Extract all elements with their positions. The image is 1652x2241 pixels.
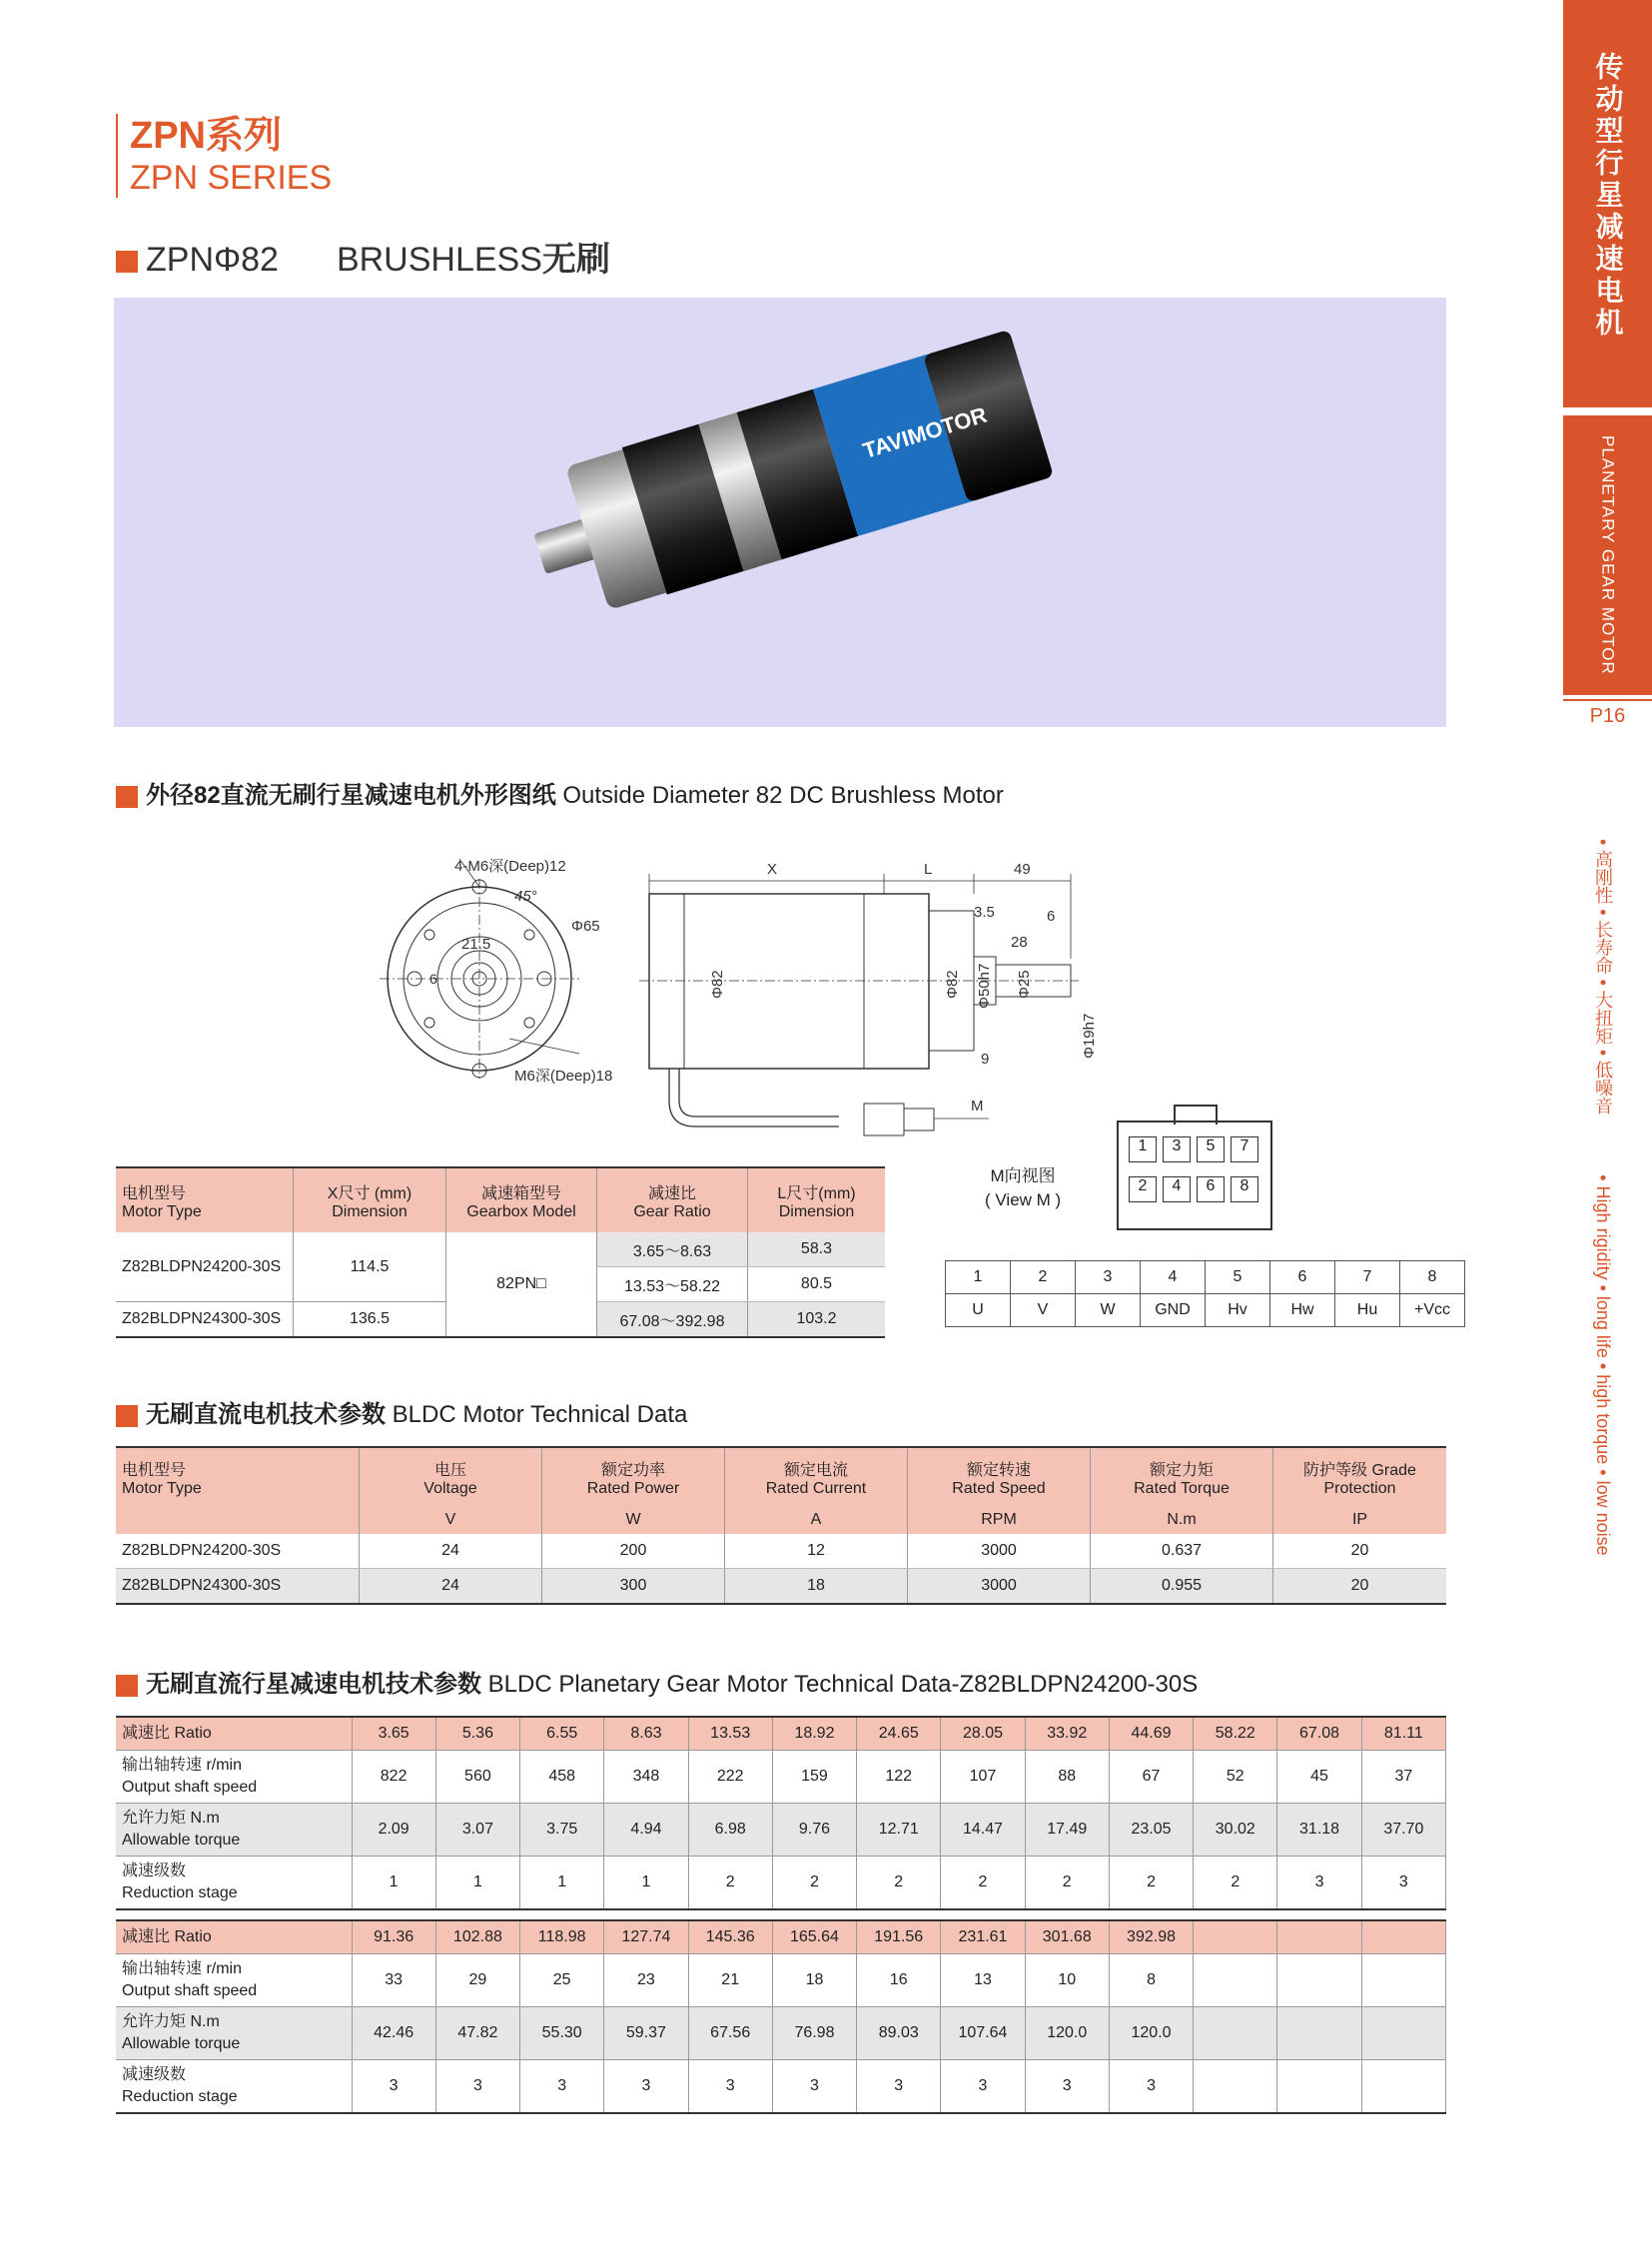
pin-number: 7	[1335, 1261, 1400, 1294]
table-cell: 20	[1273, 1534, 1447, 1569]
ratio-cell: 8.63	[604, 1717, 688, 1751]
x-dimension-cell: 114.5	[294, 1232, 446, 1302]
pin-label: 8	[1231, 1176, 1258, 1202]
col-header-motor-type: 电机型号 Motor Type	[116, 1447, 360, 1506]
speed-cell: 52	[1194, 1751, 1277, 1804]
col-header-voltage: 电压 Voltage	[360, 1447, 542, 1506]
stage-cell: 3	[604, 2060, 688, 2114]
stage-cell: 1	[604, 1857, 688, 1910]
section-heading-drawing	[116, 775, 1004, 810]
pin-signal: W	[1076, 1294, 1141, 1327]
speed-cell	[1277, 1954, 1361, 2007]
label-9: 9	[981, 1051, 990, 1068]
speed-cell: 560	[435, 1751, 519, 1804]
stage-cell: 3	[688, 2060, 772, 2114]
dimension-table	[116, 1166, 885, 1338]
ratio-cell: 3.65～8.63	[597, 1232, 748, 1267]
torque-cell: 37.70	[1361, 1804, 1445, 1857]
unit-cell: W	[542, 1506, 725, 1534]
outline-drawing	[380, 839, 1278, 1138]
speed-cell: 822	[352, 1751, 435, 1804]
section-heading-bldc	[116, 1394, 687, 1429]
series-title-cn: ZPN系列	[130, 115, 283, 157]
col-header-l-dimension: L尺寸(mm) Dimension	[748, 1167, 886, 1232]
pin-signal: Hw	[1270, 1294, 1335, 1327]
stage-cell: 3	[941, 2060, 1025, 2114]
torque-cell: 31.18	[1277, 1804, 1361, 1857]
pin-signal: U	[946, 1294, 1011, 1327]
sidebar-divider	[1563, 699, 1652, 701]
table-cell: 20	[1350, 1577, 1369, 1594]
sidebar-subtitle: PLANETARY GEAR MOTOR	[1563, 415, 1652, 695]
ratio-cell: 3.65	[352, 1717, 435, 1751]
pin-signal: Hu	[1335, 1294, 1400, 1327]
section-heading-gear	[116, 1664, 1198, 1699]
ratio-cell: 28.05	[941, 1717, 1025, 1751]
pin-number: 8	[1400, 1261, 1465, 1294]
pin-number: 1	[946, 1261, 1011, 1294]
table-cell: 18	[725, 1569, 908, 1605]
speed-cell: 45	[1277, 1751, 1361, 1804]
x-dimension-cell: 136.5	[294, 1302, 446, 1338]
stage-cell: 2	[941, 1857, 1025, 1910]
stage-cell: 2	[1025, 1857, 1109, 1910]
ratio-cell: 6.55	[520, 1717, 604, 1751]
speed-cell: 222	[688, 1751, 772, 1804]
stage-cell: 2	[857, 1857, 941, 1910]
torque-cell: 76.98	[772, 2007, 856, 2060]
label-six: 6	[429, 971, 437, 987]
torque-cell: 55.30	[520, 2007, 604, 2060]
speed-cell: 10	[1025, 1954, 1109, 2007]
pin-signal: GND	[1141, 1294, 1206, 1327]
stage-cell: 2	[772, 1857, 856, 1910]
speed-cell: 107	[941, 1751, 1025, 1804]
col-header-ratio: 减速比 Gear Ratio	[597, 1167, 748, 1232]
col-header-current: 额定电流 Rated Current	[725, 1447, 908, 1506]
pin-number: 4	[1141, 1261, 1206, 1294]
ratio-cell: 58.22	[1194, 1717, 1277, 1751]
pin-label: 6	[1197, 1176, 1225, 1202]
row-label-torque: 允许力矩 N.m Allowable torque	[116, 2007, 352, 2060]
ratio-cell: 44.69	[1109, 1717, 1193, 1751]
section-title-cn: 无刷直流行星减速电机技术参数	[146, 1671, 481, 1698]
series-title-en: ZPN SERIES	[130, 159, 333, 197]
row-label-stage: 减速级数 Reduction stage	[116, 2060, 352, 2114]
unit-cell	[116, 1506, 360, 1534]
pin-label: 7	[1231, 1136, 1258, 1162]
speed-cell: 37	[1361, 1751, 1445, 1804]
torque-cell: 47.82	[435, 2007, 519, 2060]
label-phi82-a: Φ82	[709, 970, 726, 999]
table-cell: 200	[542, 1534, 725, 1569]
table-cell: Z82BLDPN24200-30S	[116, 1534, 360, 1569]
gear-data-table-1	[116, 1716, 1446, 1910]
torque-cell: 107.64	[941, 2007, 1025, 2060]
stage-cell	[1361, 2060, 1445, 2114]
model-type-en: BRUSHLESS	[336, 241, 542, 279]
connector-pins-bottom	[1119, 1166, 1270, 1212]
table-cell: 0.637	[1091, 1534, 1273, 1569]
pin-label: 2	[1129, 1176, 1157, 1202]
stage-cell	[1277, 2060, 1361, 2114]
ratio-cell: 33.92	[1025, 1717, 1109, 1751]
stage-cell: 3	[435, 2060, 519, 2114]
ratio-cell: 13.53	[688, 1717, 772, 1751]
speed-cell: 21	[688, 1954, 772, 2007]
col-header-x-dimension: X尺寸 (mm) Dimension	[294, 1167, 446, 1232]
ratio-cell: 5.36	[435, 1717, 519, 1751]
ratio-cell: 18.92	[772, 1717, 856, 1751]
label-m: M	[971, 1098, 984, 1115]
label-28: 28	[1011, 934, 1028, 951]
label-3-5: 3.5	[974, 904, 995, 921]
pin-table	[945, 1260, 1465, 1327]
ratio-cell: 24.65	[857, 1717, 941, 1751]
row-label-stage: 减速级数 Reduction stage	[116, 1857, 352, 1910]
pin-number: 6	[1270, 1261, 1335, 1294]
torque-cell: 120.0	[1109, 2007, 1193, 2060]
pin-label: 1	[1129, 1136, 1157, 1162]
section-title-en: BLDC Planetary Gear Motor Technical Data-Z82BLDPN24200-30S	[487, 1671, 1199, 1698]
features-cn: • 高刚性 • 长寿命 • 大扭矩 • 低噪音	[1593, 839, 1613, 1116]
table-cell: Z82BLDPN24300-30S	[116, 1569, 360, 1605]
features-en: • High rigidity • long life • high torque • low noise	[1593, 1174, 1613, 1556]
speed-cell: 13	[941, 1954, 1025, 2007]
torque-cell: 30.02	[1194, 1804, 1277, 1857]
unit-cell: N.m	[1091, 1506, 1273, 1534]
m-view-en: ( View M )	[985, 1190, 1062, 1209]
speed-cell: 18	[772, 1954, 856, 2007]
model-heading	[116, 232, 610, 281]
section-title-en: BLDC Motor Technical Data	[392, 1401, 688, 1428]
table-cell: 0.955	[1091, 1569, 1273, 1605]
torque-cell: 120.0	[1025, 2007, 1109, 2060]
label-phi19: Φ19h7	[1081, 1013, 1098, 1059]
ratio-cell: 165.64	[772, 1920, 856, 1954]
table-cell: 3000	[908, 1569, 1091, 1605]
unit-cell: IP	[1273, 1506, 1447, 1534]
pin-label: 5	[1197, 1136, 1225, 1162]
torque-cell: 17.49	[1025, 1804, 1109, 1857]
label-m6-deep18: M6深(Deep)18	[514, 1068, 613, 1085]
torque-cell: 14.47	[941, 1804, 1025, 1857]
unit-cell: V	[360, 1506, 542, 1534]
torque-cell	[1194, 2007, 1277, 2060]
gearbox-model-cell: 82PN□	[446, 1232, 597, 1337]
label-phi25: Φ25	[1016, 970, 1033, 999]
speed-cell: 16	[857, 1954, 941, 2007]
col-header-gearbox: 减速箱型号 Gearbox Model	[446, 1167, 597, 1232]
ratio-cell	[1194, 1920, 1277, 1954]
speed-cell: 25	[520, 1954, 604, 2007]
torque-cell: 42.46	[352, 2007, 435, 2060]
row-label-speed: 输出轴转速 r/min Output shaft speed	[116, 1751, 352, 1804]
speed-cell: 33	[352, 1954, 435, 2007]
pin-label: 3	[1163, 1136, 1191, 1162]
speed-cell: 88	[1025, 1751, 1109, 1804]
stage-cell: 3	[1109, 2060, 1193, 2114]
speed-cell: 8	[1109, 1954, 1193, 2007]
torque-cell: 12.71	[857, 1804, 941, 1857]
l-dimension-cell: 103.2	[748, 1302, 886, 1338]
torque-cell: 9.76	[772, 1804, 856, 1857]
speed-cell: 67	[1109, 1751, 1193, 1804]
stage-cell: 3	[352, 2060, 435, 2114]
col-header-torque: 额定力矩 Rated Torque	[1091, 1447, 1273, 1506]
stage-cell: 3	[857, 2060, 941, 2114]
sidebar-title: 传动型行星减速电机	[1563, 0, 1652, 407]
connector-latch	[1174, 1105, 1218, 1124]
motor-type-cell: Z82BLDPN24300-30S	[116, 1302, 294, 1338]
m-view-caption	[985, 1164, 1061, 1212]
pin-number: 3	[1076, 1261, 1141, 1294]
col-header-power: 额定功率 Rated Power	[542, 1447, 725, 1506]
row-label-ratio: 减速比 Ratio	[116, 1920, 352, 1954]
pin-signal: V	[1011, 1294, 1076, 1327]
table-cell: 300	[542, 1569, 725, 1605]
torque-cell: 89.03	[857, 2007, 941, 2060]
ratio-cell: 191.56	[857, 1920, 941, 1954]
motor-image	[114, 298, 1446, 727]
ratio-cell: 118.98	[520, 1920, 604, 1954]
bldc-data-table	[116, 1446, 1446, 1605]
speed-cell: 458	[520, 1751, 604, 1804]
col-header-speed: 额定转速 Rated Speed	[908, 1447, 1091, 1506]
speed-cell: 122	[857, 1751, 941, 1804]
pin-number: 5	[1206, 1261, 1270, 1294]
label-phi50: Φ50h7	[976, 963, 993, 1009]
label-d21-5: 21.5	[461, 936, 491, 953]
label-l: L	[924, 861, 933, 878]
ratio-cell: 102.88	[435, 1920, 519, 1954]
series-title	[116, 114, 332, 198]
bullet-square	[116, 251, 138, 273]
ratio-cell	[1361, 1920, 1445, 1954]
product-photo	[114, 298, 1446, 727]
ratio-cell: 91.36	[352, 1920, 435, 1954]
stage-cell	[1194, 2060, 1277, 2114]
torque-cell: 3.75	[520, 1804, 604, 1857]
pin-number: 2	[1011, 1261, 1076, 1294]
model-name: ZPNΦ82	[146, 241, 279, 279]
model-type-cn: 无刷	[541, 241, 610, 279]
speed-cell: 348	[604, 1751, 688, 1804]
unit-cell: RPM	[908, 1506, 1091, 1534]
torque-cell: 23.05	[1109, 1804, 1193, 1857]
label-phi82-b: Φ82	[944, 970, 961, 999]
torque-cell	[1361, 2007, 1445, 2060]
row-label-speed: 输出轴转速 r/min Output shaft speed	[116, 1954, 352, 2007]
pin-signal: Hv	[1206, 1294, 1270, 1327]
pin-label: 4	[1163, 1176, 1191, 1202]
torque-cell: 59.37	[604, 2007, 688, 2060]
gear-data-table-2	[116, 1919, 1446, 2114]
page-number: P16	[1589, 705, 1626, 727]
torque-cell: 4.94	[604, 1804, 688, 1857]
table-cell: 24	[360, 1569, 542, 1605]
stage-cell: 3	[520, 2060, 604, 2114]
section-title-en: Outside Diameter 82 DC Brushless Motor	[562, 782, 1004, 809]
torque-cell	[1277, 2007, 1361, 2060]
stage-cell: 3	[1025, 2060, 1109, 2114]
ratio-cell	[1277, 1920, 1361, 1954]
stage-cell: 2	[1194, 1857, 1277, 1910]
bullet-square	[116, 1405, 138, 1427]
stage-cell: 3	[772, 2060, 856, 2114]
l-dimension-cell: 58.3	[748, 1232, 886, 1267]
stage-cell: 2	[1109, 1857, 1193, 1910]
connector-m-view	[1117, 1120, 1272, 1230]
bullet-square	[116, 1675, 138, 1697]
pin-signal: +Vcc	[1400, 1294, 1465, 1327]
ratio-cell: 231.61	[941, 1920, 1025, 1954]
ratio-cell: 392.98	[1109, 1920, 1193, 1954]
table-cell: 24	[360, 1534, 542, 1569]
torque-cell: 2.09	[352, 1804, 435, 1857]
table-cell: 3000	[908, 1534, 1091, 1569]
torque-cell: 67.56	[688, 2007, 772, 2060]
section-title-cn: 外径82直流无刷行星减速电机外形图纸	[146, 782, 556, 809]
speed-cell: 23	[604, 1954, 688, 2007]
ratio-cell: 127.74	[604, 1920, 688, 1954]
label-x: X	[767, 861, 778, 878]
col-header-protection: 防护等级 Grade Protection	[1273, 1447, 1447, 1506]
stage-cell: 1	[435, 1857, 519, 1910]
torque-cell: 6.98	[688, 1804, 772, 1857]
label-angle: 45°	[514, 888, 537, 905]
bullet-square	[116, 786, 138, 808]
label-49: 49	[1014, 861, 1031, 878]
row-label-torque: 允许力矩 N.m Allowable torque	[116, 1804, 352, 1857]
ratio-cell: 81.11	[1361, 1717, 1445, 1751]
label-d65: Φ65	[571, 918, 600, 935]
ratio-cell: 145.36	[688, 1920, 772, 1954]
ratio-cell: 67.08	[1277, 1717, 1361, 1751]
section-title-cn: 无刷直流电机技术参数	[146, 1401, 386, 1428]
label-m6-deep12: 4-M6深(Deep)12	[454, 858, 566, 875]
motor-type-cell: Z82BLDPN24200-30S	[116, 1232, 294, 1302]
stage-cell: 1	[520, 1857, 604, 1910]
m-view-cn: M向视图	[990, 1166, 1056, 1185]
stage-cell: 3	[1277, 1857, 1361, 1910]
speed-cell: 29	[435, 1954, 519, 2007]
ratio-cell: 67.08～392.98	[597, 1302, 748, 1338]
stage-cell: 3	[1361, 1857, 1445, 1910]
speed-cell: 159	[772, 1751, 856, 1804]
svg-text:TAVIMOTOR: TAVIMOTOR	[859, 401, 990, 464]
sidebar-features	[1590, 839, 1616, 1556]
ratio-cell: 13.53～58.22	[597, 1267, 748, 1302]
row-label-ratio: 减速比 Ratio	[116, 1717, 352, 1751]
label-6: 6	[1047, 908, 1056, 925]
speed-cell	[1361, 1954, 1445, 2007]
speed-cell	[1194, 1954, 1277, 2007]
unit-cell: A	[725, 1506, 908, 1534]
ratio-cell: 301.68	[1025, 1920, 1109, 1954]
connector-pins-top	[1119, 1122, 1270, 1166]
torque-cell: 3.07	[435, 1804, 519, 1857]
stage-cell: 1	[352, 1857, 435, 1910]
l-dimension-cell: 80.5	[748, 1267, 886, 1302]
stage-cell: 2	[688, 1857, 772, 1910]
col-header-motor-type: 电机型号 Motor Type	[116, 1167, 294, 1232]
table-cell: 12	[725, 1534, 908, 1569]
